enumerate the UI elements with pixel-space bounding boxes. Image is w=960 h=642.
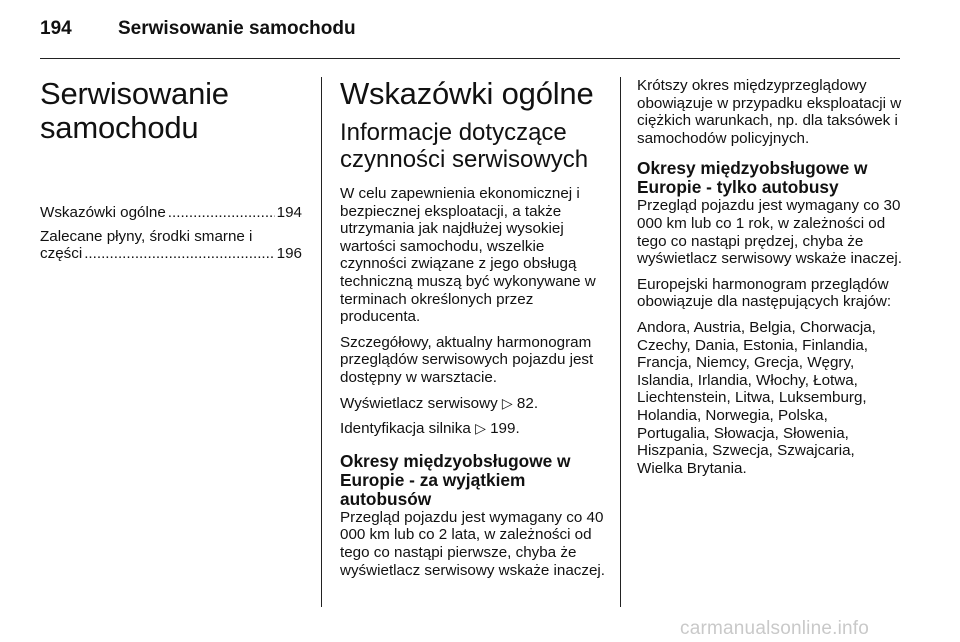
watermark: carmanualsonline.info <box>680 618 870 639</box>
section-heading: Okresy międzyobsługowe w Europie - za wyjątkiem autobusów <box>340 450 571 509</box>
paragraph: Szczegółowy, aktualny harmonogram przeglądów serwisowych pojazdu jest dostępny w warsztacie. <box>340 333 594 386</box>
paragraph: Europejski harmonogram przeglądów obowiązuje dla następujących krajów: <box>637 275 892 311</box>
paragraph: Przegląd pojazdu jest wymagany co 40 000 km lub co 2 lata, w zależności od tego co nastąpi pierwsze, chyba że wyświetlacz serwisowy wskaże inaczej. <box>340 508 606 579</box>
toc-leader <box>168 204 275 222</box>
page-number: 194 <box>40 18 72 39</box>
reference-text: Identyfikacja silnika <box>340 420 471 438</box>
subsection-title: Informacje dotyczące czynności serwisowych <box>340 119 589 173</box>
reference-page: 82. <box>516 394 539 412</box>
toc-entry-title: Wskazówki ogólne <box>40 204 166 221</box>
toc-leader <box>84 245 274 263</box>
reference-text: Wyświetlacz serwisowy <box>340 394 498 412</box>
paragraph: W celu zapewnienia ekonomicznej i bezpiecznej eksploatacji, a także utrzymania jak najdłużej wysokiej wartości samochodu, wszelkie czynności związane z jego obsługą techniczną muszą być wykonywane w terminach określonych przez producenta. <box>340 185 596 326</box>
paragraph: Przegląd pojazdu jest wymagany co 30 000 km lub co 1 rok, w zależności od tego co nastąpi prędzej, chyba że wyświetlacz serwisowy wskaże inaczej. <box>637 197 903 268</box>
column-2 <box>340 77 606 587</box>
toc-entry-page: 194 <box>276 204 302 221</box>
top-rule <box>40 58 900 59</box>
reference-arrow-icon: ▷ <box>501 394 513 411</box>
column-3 <box>637 77 903 485</box>
reference-arrow-icon: ▷ <box>475 420 486 437</box>
column-divider <box>620 77 621 607</box>
column-divider <box>321 77 322 607</box>
toc-entry[interactable] <box>40 228 302 263</box>
toc-entry-title: Zalecane płyny, środki smarne i <box>40 227 253 245</box>
section-heading: Okresy międzyobsługowe w Europie - tylko autobusy <box>637 158 868 198</box>
running-title: Serwisowanie samochodu <box>118 18 356 39</box>
toc-entry-title-cont: części <box>40 245 83 263</box>
cross-reference[interactable] <box>340 420 606 438</box>
paragraph: Krótszy okres międzyprzeglądowy obowiązuje w przypadku eksploatacji w ciężkich warunkach, np. dla taksówek i samochodów policyjnych. <box>637 77 902 147</box>
chapter-title <box>40 77 302 145</box>
cross-reference[interactable] <box>340 395 606 413</box>
country-list: Andora, Austria, Belgia, Chorwacja, Czechy, Dania, Estonia, Finlandia, Francja, Niemcy, Grecja, Węgry, Islandia, Irlandia, Włochy, Łotwa, Liechtenstein, Litwa, Luksemburg, Holandia, Norwegia, Polska, Portugalia, Słowacja, Słowenia, Hiszpania, Szwecja, Szwajcaria, Wielka Brytania. <box>637 318 876 477</box>
chapter-title-line-1: Serwisowanie <box>40 76 229 111</box>
chapter-title-line-2: samochodu <box>40 110 199 145</box>
toc-entry-page: 196 <box>276 245 302 263</box>
section-title: Wskazówki ogólne <box>340 76 594 111</box>
toc-entry-line-2 <box>40 245 302 263</box>
column-1 <box>40 77 302 269</box>
toc-entry[interactable] <box>40 204 302 222</box>
reference-page: 199. <box>490 420 520 438</box>
